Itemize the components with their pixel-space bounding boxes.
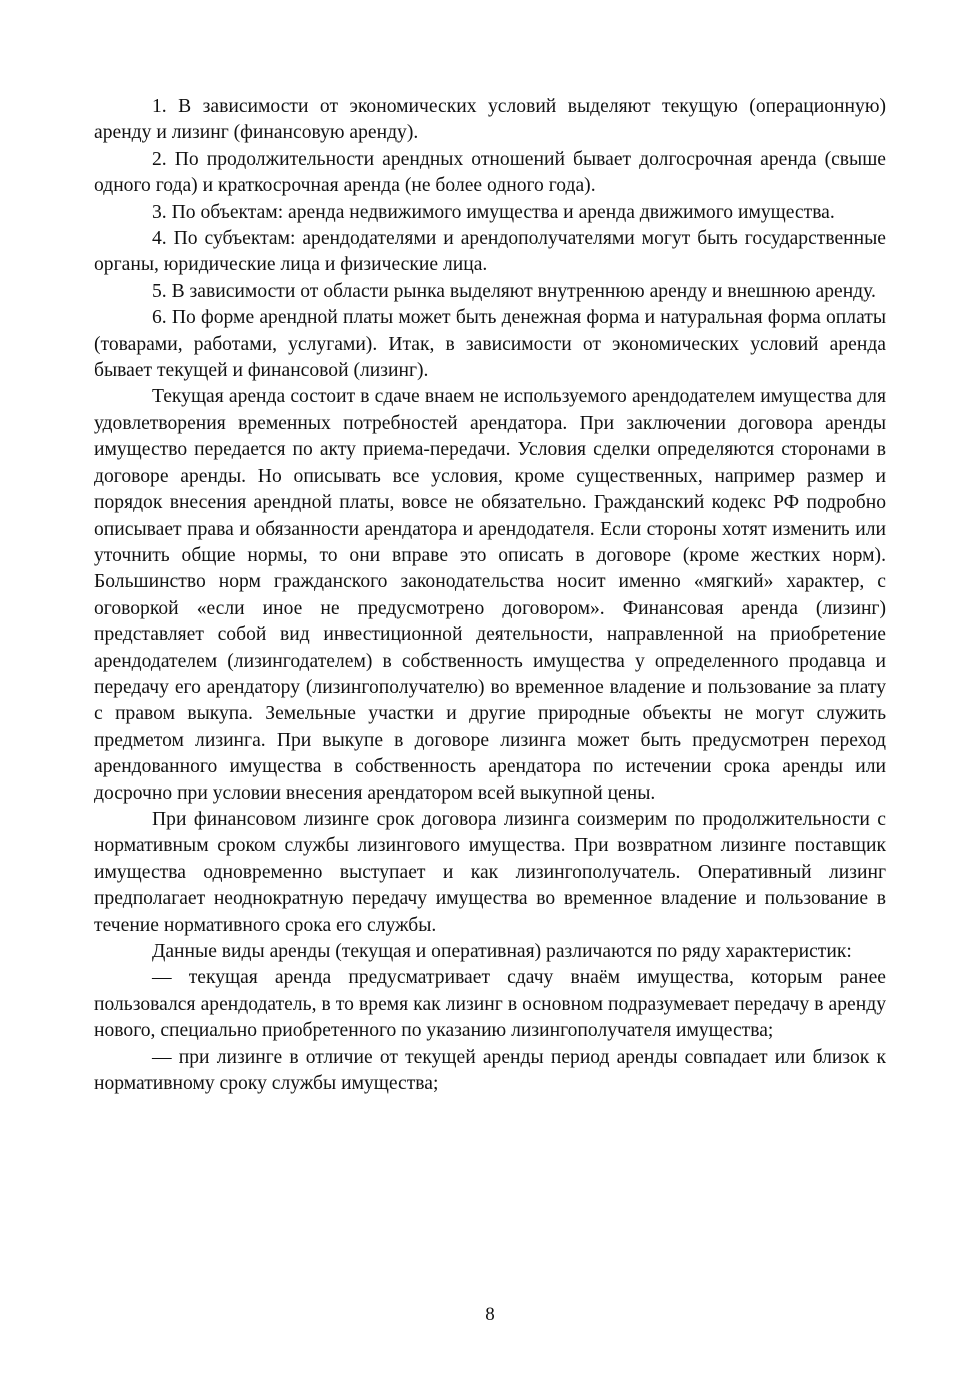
paragraph-3: 3. По объектам: аренда недвижимого имущества и аренда движимого имущества. [152,201,835,223]
paragraph-1: 1. В зависимости от экономических условий выделяют текущую (операционную) аренду и лизинг (финансовую аренду). [94,96,886,144]
paragraph-6: 6. По форме арендной платы может быть денежная форма и натуральная форма оплаты (товарами, работами, услугами). Итак, в зависимости от экономических условий аренда бывает текущей и финансовой (лизинг). [94,307,886,382]
page-number: 8 [485,1304,495,1325]
list-item-2: — при лизинге в отличие от текущей аренды период аренды совпадает или близок к нормативному сроку службы имущества; [94,1046,886,1095]
paragraph-8: При финансовом лизинге срок договора лизинга соизмерим по продолжительности с нормативным сроком службы лизингового имущества. При возвратном лизинге поставщик имущества одновременно выступает и как лизингополучатель. Оперативный лизинг предполагает неоднократную передачу имущества во временное владение и пользование в течение нормативного срока его службы. [94,808,886,936]
paragraph-4: 4. По субъектам: арендодателями и арендополучателями могут быть государственные органы, юридические лица и физические лица. [94,228,886,276]
body-text [94,94,886,1097]
paragraph-7: Текущая аренда состоит в сдаче внаем не используемого арендодателем имущества для удовлетворения временных потребностей арендатора. При заключении договора аренды имущество передается по акту приема-передачи. Условия сделки определяются сторонами в договоре аренды. Но описывать все условия, кроме существенных, например размер и порядок внесения арендной платы, вовсе не обязательно. Гражданский кодекс РФ подробно описывает права и обязанности арендатора и арендодателя. Если стороны хотят изменить или уточнить общие нормы, то они вправе это описать в договоре (кроме жестких норм). Большинство норм гражданского законодательства носит именно «мягкий» характер, с оговоркой «если иное не предусмотрено договором». Финансовая аренда (лизинг) представляет собой вид инвестиционной деятельности, направленной на приобретение арендодателем (лизингодателем) в собственность имущества у определенного продавца и передачу его арендатору (лизингополучателю) во временное владение и пользование за плату с правом выкупа. Земельные участки и другие природные объекты не могут служить предметом лизинга. При выкупе в договоре лизинга может быть предусмотрен переход арендованного имущества в собственность арендатора по истечении срока аренды или досрочно при условии внесения арендатором всей выкупной цены. [94,386,886,804]
paragraph-2: 2. По продолжительности арендных отношений бывает долгосрочная аренда (свыше одного года) и краткосрочная аренда (не более одного года). [94,148,886,197]
paragraph-5: 5. В зависимости от области рынка выделяют внутреннюю аренду и внешнюю аренду. [152,280,876,302]
list-item-1: — текущая аренда предусматривает сдачу внаём имущества, которым ранее пользовался арендодатель, в то время как лизинг в основном подразумевает передачу в аренду нового, специально приобретенного по указанию лизингополучателя имущества; [94,967,886,1042]
paragraph-9: Данные виды аренды (текущая и оперативная) различаются по ряду характеристик: [152,941,852,962]
